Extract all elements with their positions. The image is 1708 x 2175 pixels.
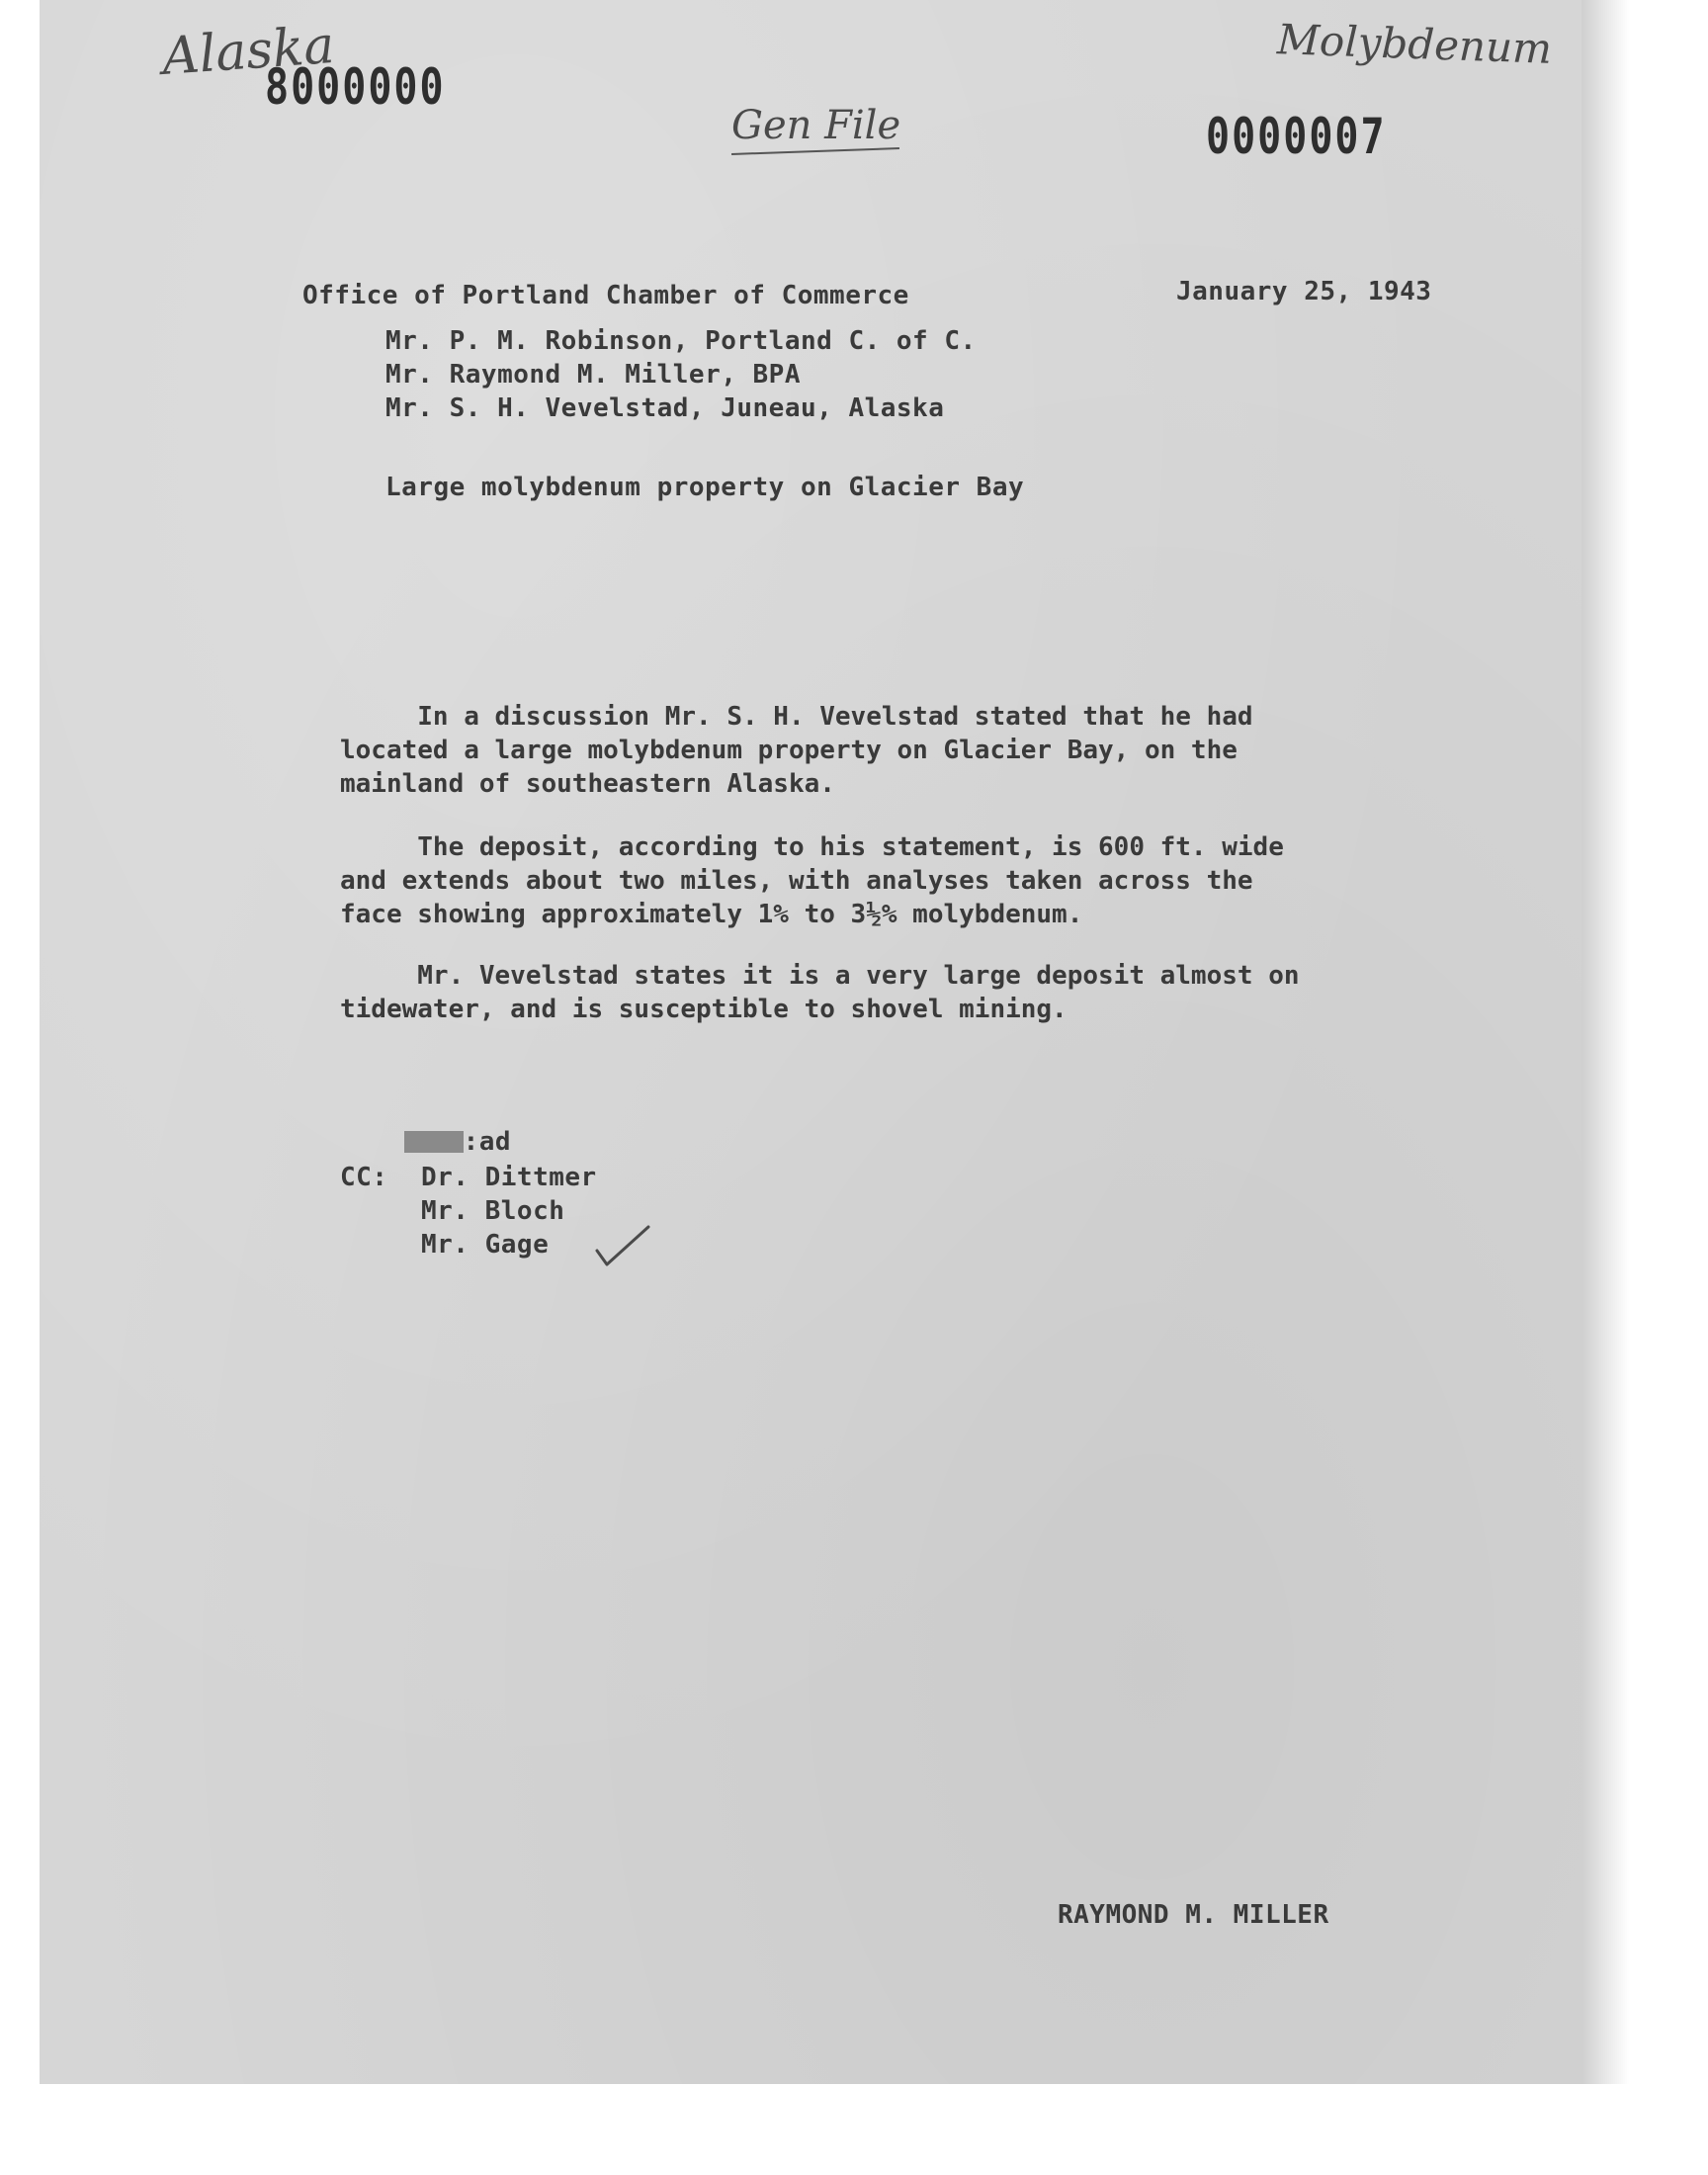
body-line: In a discussion Mr. S. H. Vevelstad stated that he had: [340, 702, 1253, 732]
body-line: and extends about two miles, with analyses taken across the: [340, 866, 1253, 896]
body-line: located a large molybdenum property on Glacier Bay, on the: [340, 736, 1238, 765]
recipient-1: Mr. P. M. Robinson, Portland C. of C.: [385, 326, 977, 356]
handwritten-alaska: Alaska: [160, 15, 337, 88]
page-edge-shadow: [1581, 0, 1629, 2084]
body-line: tidewater, and is susceptible to shovel mining.: [340, 995, 1068, 1024]
handwritten-gen-file: Gen File: [731, 103, 901, 148]
body-line: Mr. Vevelstad states it is a very large deposit almost on: [340, 961, 1300, 991]
memo-date: January 25, 1943: [1176, 277, 1432, 306]
memo-subject: Large molybdenum property on Glacier Bay: [385, 473, 1025, 502]
body-line: mainland of southeastern Alaska.: [340, 769, 835, 799]
body-line: The deposit, according to his statement, is 600 ft. wide: [340, 832, 1284, 862]
body-paragraph-1: [340, 700, 1427, 801]
stamp-number-right: 0000007: [1206, 109, 1387, 166]
gen-file-underline: [731, 147, 899, 155]
cc-item: Mr. Bloch: [421, 1196, 565, 1226]
body-paragraph-2: [340, 830, 1427, 931]
handwritten-molybdenum: Molybdenum: [1276, 15, 1553, 73]
cc-item: Mr. Gage: [421, 1230, 550, 1260]
body-paragraph-3: [340, 959, 1427, 1026]
recipient-3: Mr. S. H. Vevelstad, Juneau, Alaska: [385, 393, 945, 423]
document-page: [40, 0, 1629, 2084]
redacted-initials: [404, 1131, 464, 1153]
recipient-2: Mr. Raymond M. Miller, BPA: [385, 360, 801, 390]
stamp-number-left: 8000000: [265, 59, 446, 117]
cc-label: CC:: [340, 1163, 388, 1192]
memo-from: Office of Portland Chamber of Commerce: [302, 281, 909, 310]
checkmark-icon: [593, 1221, 652, 1270]
cc-item: Dr. Dittmer: [421, 1163, 597, 1192]
body-line: face showing approximately 1% to 3½% molybdenum.: [340, 900, 1083, 929]
signature-name: RAYMOND M. MILLER: [1058, 1900, 1329, 1930]
initials-suffix: :ad: [463, 1127, 512, 1157]
